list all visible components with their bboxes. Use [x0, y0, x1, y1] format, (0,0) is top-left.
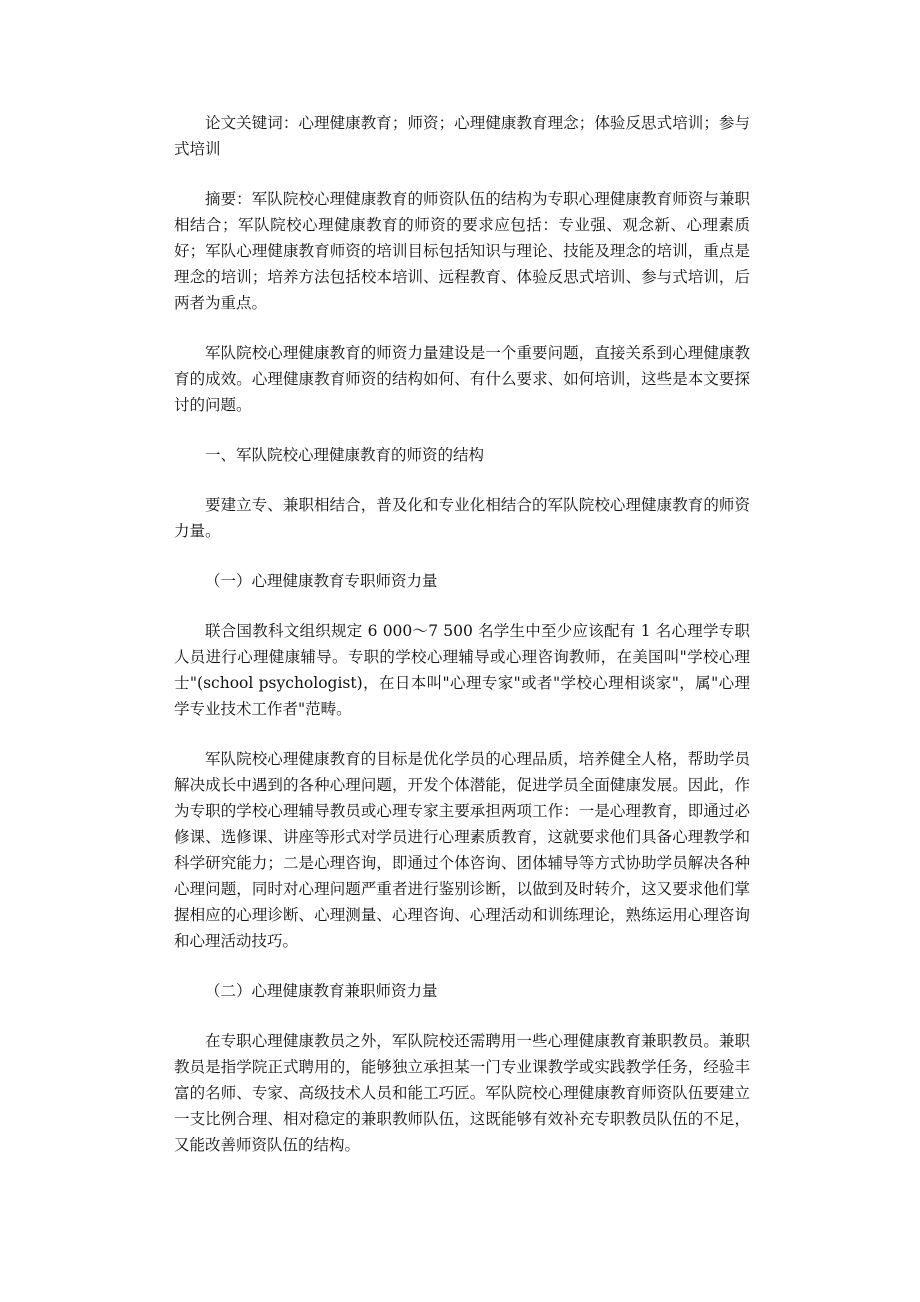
subsection-1-paragraph-1: 联合国教科文组织规定 6 000～7 500 名学生中至少应该配有 1 名心理学专职人员进行心理健康辅导。专职的学校心理辅导或心理咨询教师，在美国叫"学校心理士"(school psychologist)，在日本叫"心理专家"或者"学校心理相谈家"，属"心理学专业技术工作者"范畴。 — [174, 622, 750, 718]
keywords-paragraph: 论文关键词：心理健康教育；师资；心理健康教育理念；体验反思式培训；参与式培训 — [174, 114, 750, 158]
subsection-2-heading: （二）心理健康教育兼职师资力量 — [205, 982, 438, 1000]
subsection-2-paragraph: 在专职心理健康教员之外，军队院校还需聘用一些心理健康教育兼职教员。兼职教员是指学院正式聘用的，能够独立承担某一门专业课教学或实践教学任务，经验丰富的名师、专家、高级技术人员和能工巧匠。军队院校心理健康教育师资队伍要建立一支比例合理、相对稳定的兼职教师队伍，这既能够有效补充专职教员队伍的不足，又能改善师资队伍的结构。 — [174, 1032, 750, 1154]
document-body — [174, 110, 750, 1182]
section-1-heading: 一、军队院校心理健康教育的师资的结构 — [205, 446, 485, 464]
subsection-1-heading: （一）心理健康教育专职师资力量 — [205, 572, 438, 590]
subsection-1-paragraph-2: 军队院校心理健康教育的目标是优化学员的心理品质，培养健全人格，帮助学员解决成长中遇到的各种心理问题，开发个体潜能，促进学员全面健康发展。因此，作为专职的学校心理辅导教员或心理专家主要承担两项工作：一是心理教育，即通过必修课、选修课、讲座等形式对学员进行心理素质教育，这就要求他们具备心理教学和科学研究能力；二是心理咨询，即通过个体咨询、团体辅导等方式协助学员解决各种心理问题，同时对心理问题严重者进行鉴别诊断，以做到及时转介，这又要求他们掌握相应的心理诊断、心理测量、心理咨询、心理活动和训练理论，熟练运用心理咨询和心理活动技巧。 — [174, 750, 750, 950]
intro-paragraph: 军队院校心理健康教育的师资力量建设是一个重要问题，直接关系到心理健康教育的成效。心理健康教育师资的结构如何、有什么要求、如何培训，这些是本文要探讨的问题。 — [174, 344, 750, 414]
abstract-paragraph: 摘要：军队院校心理健康教育的师资队伍的结构为专职心理健康教育师资与兼职相结合；军队院校心理健康教育的师资的要求应包括：专业强、观念新、心理素质好；军队心理健康教育师资的培训目标包括知识与理论、技能及理念的培训，重点是理念的培训；培养方法包括校本培训、远程教育、体验反思式培训、参与式培训，后两者为重点。 — [174, 190, 750, 312]
section-1-paragraph: 要建立专、兼职相结合，普及化和专业化相结合的军队院校心理健康教育的师资力量。 — [174, 496, 750, 540]
